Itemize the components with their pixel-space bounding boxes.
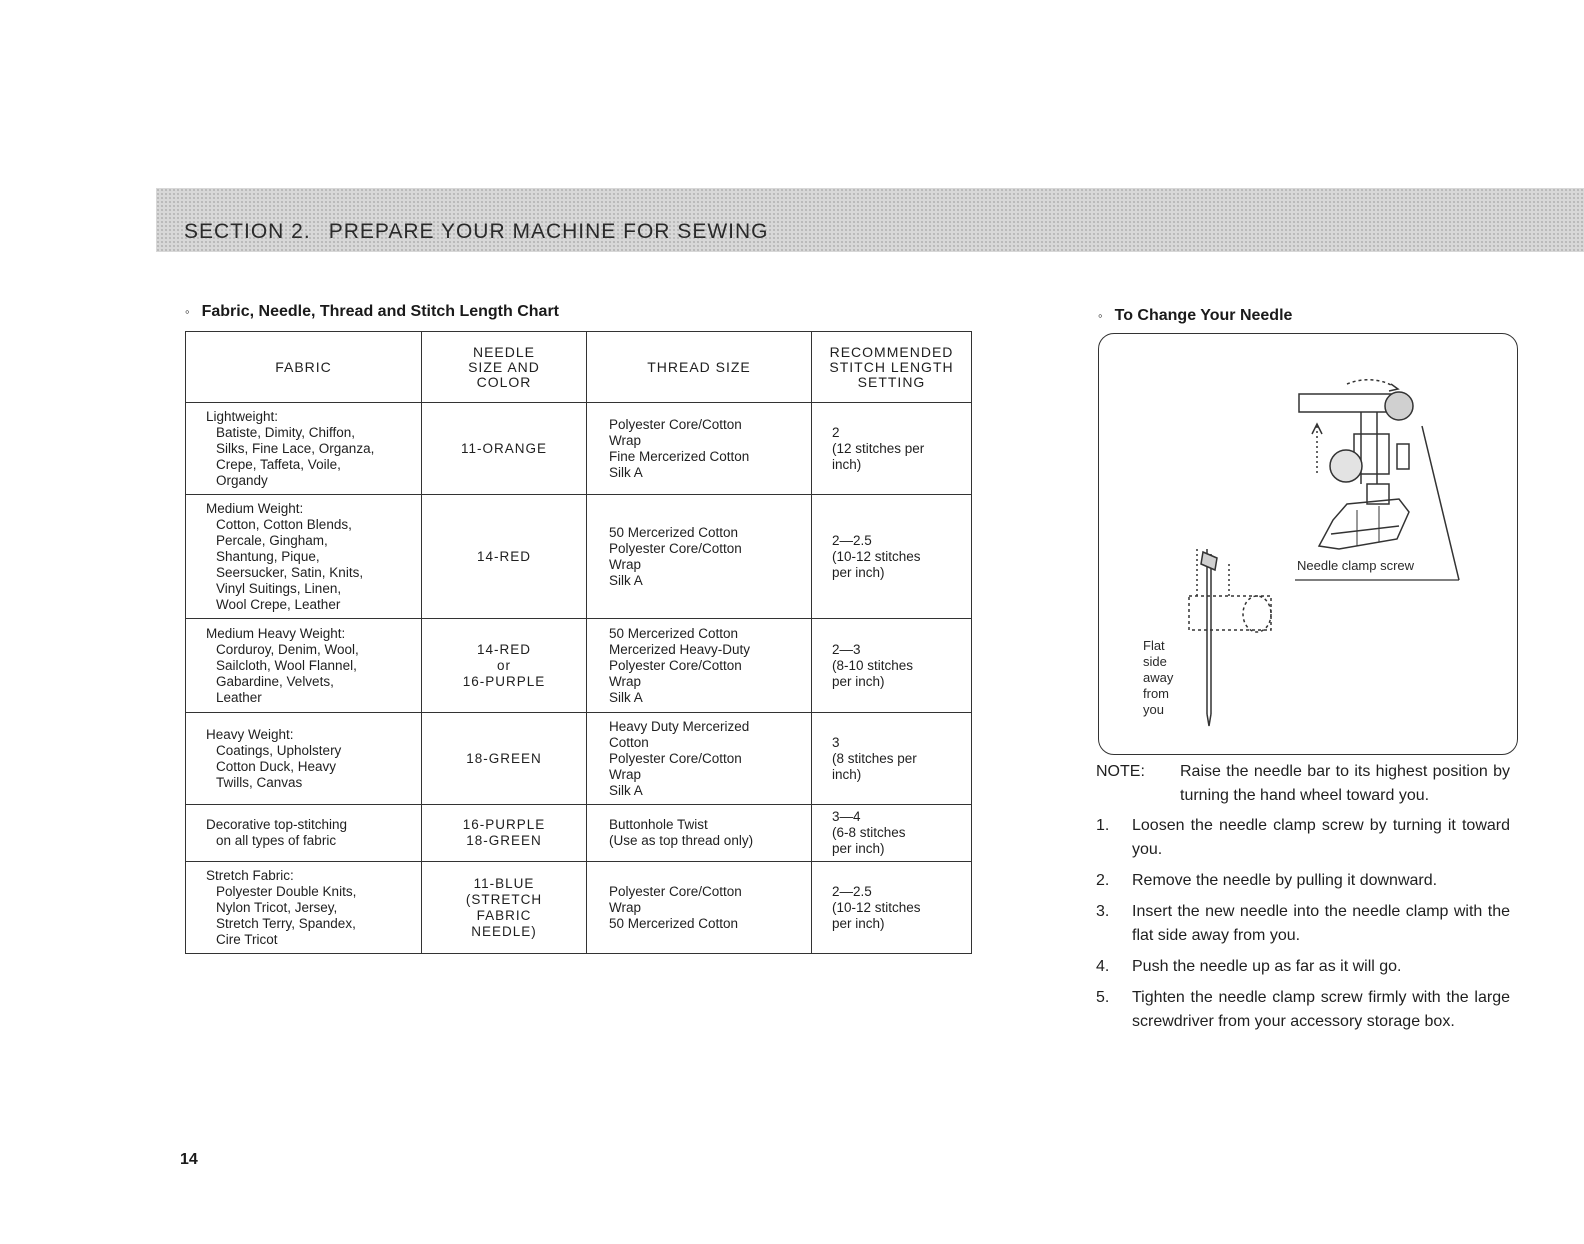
section-banner — [156, 188, 1584, 252]
fabric-line: Shantung, Pique, — [216, 548, 320, 564]
thread-line: Wrap — [609, 432, 642, 448]
chart-row — [186, 403, 972, 495]
thread-line: 50 Mercerized Cotton — [609, 915, 739, 931]
fabric-line: Crepe, Taffeta, Voile, — [216, 456, 341, 472]
thread-cell — [587, 495, 812, 619]
step-number: 4. — [1096, 958, 1110, 975]
fabric-line: Vinyl Suitings, Linen, — [216, 580, 342, 596]
fabric-line: Corduroy, Denim, Wool, — [216, 641, 359, 657]
fabric-line: on all types of fabric — [216, 833, 337, 848]
thread-line: Wrap — [609, 556, 642, 572]
page-number: 14 — [180, 1151, 198, 1168]
step-text: Insert the new needle into the needle clamp with the flat side away from you. — [1132, 903, 1510, 944]
flat-label-line: you — [1143, 702, 1164, 717]
fabric-line: Polyester Double Knits, — [216, 883, 357, 899]
needle-change-diagram — [1098, 333, 1518, 755]
fabric-cell — [186, 403, 422, 495]
stitch-cell — [812, 805, 972, 862]
fabric-cell — [186, 713, 422, 805]
fabric-needle-thread-chart — [185, 331, 972, 954]
thread-line: Heavy Duty Mercerized — [609, 718, 750, 734]
stitch-cell — [812, 619, 972, 713]
thread-line: Cotton — [609, 734, 649, 750]
fabric-list — [206, 425, 415, 489]
fabric-line: Nylon Tricot, Jersey, — [216, 899, 338, 915]
needle-cell — [422, 862, 587, 954]
fabric-cell — [186, 862, 422, 954]
thread-line: Wrap — [609, 766, 642, 782]
needle-clamp-screw-label: Needle clamp screw — [1297, 558, 1415, 573]
fabric-line: Cire Tricot — [216, 931, 278, 947]
fabric-list — [206, 884, 415, 948]
fabric-category: Medium Weight: — [206, 500, 304, 516]
thread-line: Polyester Core/Cotton — [609, 750, 742, 766]
header-needle — [422, 332, 587, 403]
fabric-cell — [186, 619, 422, 713]
stitch-line: (12 stitches per — [832, 440, 925, 456]
step-item — [1096, 986, 1510, 1034]
step-text: Push the needle up as far as it will go. — [1132, 958, 1402, 975]
thread-cell — [587, 619, 812, 713]
needle-line: 18-GREEN — [466, 750, 542, 766]
header-thread: THREAD SIZE — [587, 332, 812, 403]
thread-line: Fine Mercerized Cotton — [609, 448, 750, 464]
fabric-category: Heavy Weight: — [206, 726, 294, 742]
flat-side-label — [1143, 638, 1173, 718]
fabric-cell — [186, 495, 422, 619]
header-line: RECOMMENDED — [829, 343, 954, 360]
note-label: NOTE: — [1096, 763, 1145, 780]
needle-cell — [422, 495, 587, 619]
header-line: COLOR — [476, 373, 532, 390]
fabric-cell — [186, 805, 422, 862]
header-line: SETTING — [857, 373, 926, 390]
flat-label-line: away — [1143, 670, 1174, 685]
fabric-line: Wool Crepe, Leather — [216, 596, 341, 612]
step-number: 2. — [1096, 872, 1110, 889]
stitch-line: inch) — [832, 766, 862, 782]
fabric-line: Seersucker, Satin, Knits, — [216, 564, 364, 580]
note — [1096, 760, 1510, 808]
needle-line: FABRIC — [476, 907, 532, 923]
section-number: SECTION 2. — [184, 220, 311, 243]
section-heading: PREPARE YOUR MACHINE FOR SEWING — [328, 220, 769, 243]
needle-line: 18-GREEN — [466, 833, 542, 848]
note-text: Raise the needle bar to its highest position by turning the hand wheel toward you. — [1180, 763, 1510, 804]
stitch-line: per inch) — [832, 841, 885, 856]
fabric-line: Cotton, Cotton Blends, — [216, 516, 352, 532]
chart-row — [186, 495, 972, 619]
needle-line: (STRETCH — [465, 891, 543, 907]
fabric-category: Medium Heavy Weight: — [206, 625, 346, 641]
needle-line: or — [496, 657, 511, 673]
flat-label-line: Flat — [1143, 638, 1165, 653]
needle-line: NEEDLE) — [471, 923, 537, 939]
fabric-category: Decorative top-stitching — [206, 817, 348, 832]
stitch-line: (10-12 stitches — [832, 899, 921, 915]
header-stitch — [812, 332, 972, 403]
step-item — [1096, 900, 1510, 948]
fabric-list — [206, 743, 415, 791]
needle-line: 14-RED — [476, 548, 531, 564]
stitch-line: 3—4 — [832, 809, 861, 824]
fabric-line: Percale, Gingham, — [216, 532, 328, 548]
thread-line: Polyester Core/Cotton — [609, 416, 742, 432]
fabric-line: Organdy — [216, 472, 268, 488]
chart-heading-text: Fabric, Needle, Thread and Stitch Length Chart — [201, 303, 559, 320]
thread-line: Wrap — [609, 673, 642, 689]
header-line: STITCH LENGTH — [829, 358, 954, 375]
stitch-cell — [812, 495, 972, 619]
flat-label-line: side — [1143, 654, 1167, 669]
stitch-line: 2—2.5 — [832, 883, 872, 899]
thread-cell — [587, 862, 812, 954]
fabric-line: Cotton Duck, Heavy — [216, 758, 337, 774]
stitch-line: 2—3 — [832, 641, 861, 657]
bullet-icon: ◦ — [185, 304, 190, 319]
fabric-line: Stretch Terry, Spandex, — [216, 915, 356, 931]
fabric-category: Lightweight: — [206, 408, 279, 424]
needle-line: 16-PURPLE — [462, 817, 546, 832]
stitch-cell — [812, 713, 972, 805]
fabric-list — [206, 833, 415, 849]
stitch-line: 3 — [832, 734, 840, 750]
thread-line: Polyester Core/Cotton — [609, 657, 742, 673]
flat-label-line: from — [1143, 686, 1169, 701]
chart-header-row — [186, 332, 972, 403]
thread-line: Wrap — [609, 899, 642, 915]
step-number: 3. — [1096, 903, 1110, 920]
thread-cell — [587, 805, 812, 862]
stitch-line: (8-10 stitches — [832, 657, 914, 673]
step-number: 1. — [1096, 817, 1110, 834]
stitch-line: per inch) — [832, 564, 885, 580]
needle-cell — [422, 805, 587, 862]
step-number: 5. — [1096, 989, 1110, 1006]
needle-change-heading-text: To Change Your Needle — [1114, 307, 1293, 324]
header-line: SIZE AND — [468, 358, 540, 375]
step-text: Tighten the needle clamp screw firmly with the large screwdriver from your accessory storage box. — [1132, 989, 1510, 1030]
header-line: NEEDLE — [472, 343, 536, 360]
chart-heading — [185, 303, 559, 321]
needle-cell — [422, 713, 587, 805]
fabric-line: Leather — [216, 689, 262, 705]
thread-cell — [587, 713, 812, 805]
thread-line: Silk A — [609, 689, 643, 705]
section-title — [184, 220, 768, 244]
thread-line: Buttonhole Twist — [609, 817, 708, 832]
step-item — [1096, 814, 1510, 862]
needle-line: 11-BLUE — [473, 875, 535, 891]
fabric-line: Coatings, Upholstery — [216, 742, 342, 758]
fabric-line: Gabardine, Velvets, — [216, 673, 334, 689]
chart-row — [186, 805, 972, 862]
thread-line: 50 Mercerized Cotton — [609, 524, 739, 540]
stitch-line: 2—2.5 — [832, 532, 872, 548]
thread-line: (Use as top thread only) — [609, 833, 754, 848]
thread-line: 50 Mercerized Cotton — [609, 625, 739, 641]
thread-line: Polyester Core/Cotton — [609, 883, 742, 899]
stitch-line: (10-12 stitches — [832, 548, 921, 564]
steps-list — [1096, 814, 1510, 1034]
thread-line: Silk A — [609, 464, 643, 480]
needle-line: 16-PURPLE — [462, 673, 546, 689]
fabric-list — [206, 642, 415, 706]
stitch-line: (6-8 stitches — [832, 825, 906, 840]
stitch-line: 2 — [832, 424, 840, 440]
fabric-line: Sailcloth, Wool Flannel, — [216, 657, 357, 673]
needle-cell — [422, 403, 587, 495]
thread-cell — [587, 403, 812, 495]
chart-row — [186, 713, 972, 805]
header-fabric: FABRIC — [186, 332, 422, 403]
needle-cell — [422, 619, 587, 713]
needle-change-instructions — [1096, 760, 1510, 1041]
thread-line: Polyester Core/Cotton — [609, 540, 742, 556]
needle-line: 11-ORANGE — [460, 440, 548, 456]
thread-line: Silk A — [609, 572, 643, 588]
thread-line: Silk A — [609, 782, 643, 798]
step-text: Loosen the needle clamp screw by turning it toward you. — [1132, 817, 1510, 858]
step-item — [1096, 955, 1510, 979]
bullet-icon: ◦ — [1098, 308, 1103, 323]
stitch-line: per inch) — [832, 673, 885, 689]
chart-row — [186, 862, 972, 954]
chart-row — [186, 619, 972, 713]
stitch-line: per inch) — [832, 915, 885, 931]
fabric-line: Silks, Fine Lace, Organza, — [216, 440, 375, 456]
needle-line: 14-RED — [476, 641, 531, 657]
stitch-cell — [812, 403, 972, 495]
fabric-list — [206, 517, 415, 613]
fabric-line: Twills, Canvas — [216, 774, 303, 790]
fabric-line: Batiste, Dimity, Chiffon, — [216, 424, 356, 440]
fabric-category: Stretch Fabric: — [206, 867, 294, 883]
stitch-line: inch) — [832, 456, 862, 472]
stitch-line: (8 stitches per — [832, 750, 917, 766]
stitch-cell — [812, 862, 972, 954]
step-text: Remove the needle by pulling it downward. — [1132, 872, 1438, 889]
needle-change-heading — [1098, 307, 1292, 325]
step-item — [1096, 869, 1510, 893]
thread-line: Mercerized Heavy-Duty — [609, 641, 751, 657]
